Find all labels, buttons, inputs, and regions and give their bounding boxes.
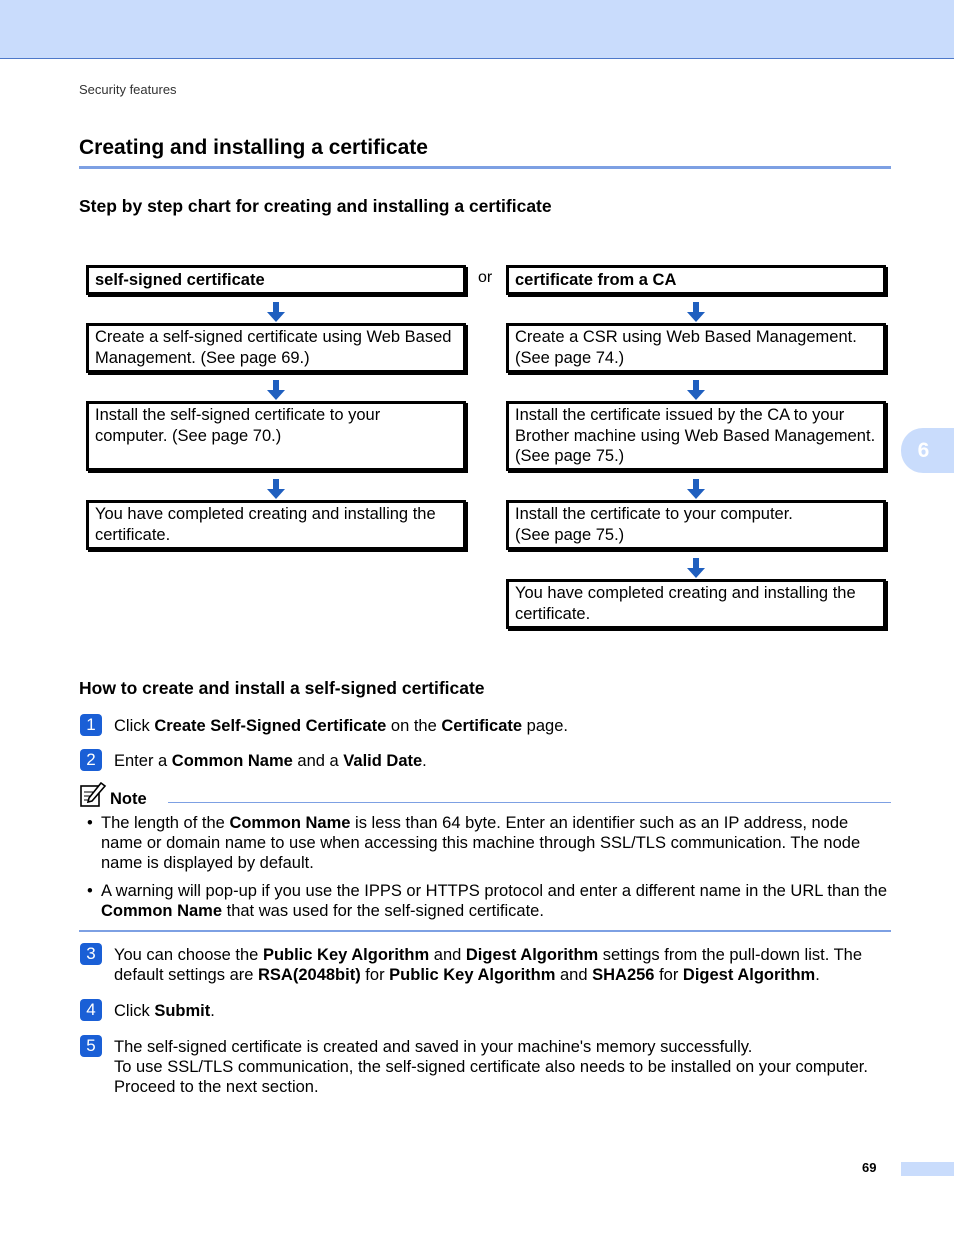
- flow-right-step-4: You have completed creating and installing the certificate.: [506, 579, 886, 629]
- bullet-symbol: •: [87, 814, 93, 832]
- flow-right-step-1: Create a CSR using Web Based Management. (See page 74.): [506, 323, 886, 373]
- flow-right-step-2: Install the certificate issued by the CA to your Brother machine using Web Based Management. (See page 75.): [506, 401, 886, 471]
- flow-right-step-3: Install the certificate to your computer. (See page 75.): [506, 500, 886, 550]
- title-rule: [79, 166, 891, 169]
- chapter-number: 6: [917, 439, 930, 462]
- chart-heading: Step by step chart for creating and installing a certificate: [79, 196, 552, 216]
- note-label: Note: [110, 790, 147, 808]
- note-rule: [168, 802, 891, 803]
- step-text: The self-signed certificate is created and saved in your machine's memory successfully. To use SSL/TLS communication, the self-signed certificate also needs to be installed on your computer. Proceed to the next section.: [114, 1038, 868, 1096]
- note-pencil-icon: [79, 782, 107, 808]
- down-arrow-icon: [687, 558, 705, 578]
- step-number: 3: [80, 943, 102, 965]
- note-end-rule: [79, 930, 891, 932]
- down-arrow-icon: [687, 479, 705, 499]
- flow-left-step-1: Create a self-signed certificate using Web Based Management. (See page 69.): [86, 323, 466, 373]
- section-heading: How to create and install a self-signed certificate: [79, 678, 485, 698]
- down-arrow-icon: [267, 479, 285, 499]
- down-arrow-icon: [687, 302, 705, 322]
- flow-left-header: self-signed certificate: [86, 265, 466, 295]
- flow-right-header: certificate from a CA: [506, 265, 886, 295]
- step-text: Click Create Self-Signed Certificate on the Certificate page.: [114, 717, 568, 735]
- flow-left-step-2: Install the self-signed certificate to your computer. (See page 70.): [86, 401, 466, 471]
- step-text: Click Submit.: [114, 1002, 215, 1020]
- down-arrow-icon: [267, 380, 285, 400]
- page-number: 69: [862, 1160, 877, 1175]
- step-number: 4: [80, 999, 102, 1021]
- step-number: 2: [80, 749, 102, 771]
- step-text: Enter a Common Name and a Valid Date.: [114, 752, 427, 770]
- step-text: You can choose the Public Key Algorithm and Digest Algorithm settings from the pull-down list. The default settings are RSA(2048bit) for Public Key Algorithm and SHA256 for Digest Algorithm.: [114, 946, 863, 984]
- step-number: 1: [80, 714, 102, 736]
- page-title: Creating and installing a certificate: [79, 136, 428, 159]
- page-number-bar: [901, 1162, 954, 1176]
- flow-left-step-3: You have completed creating and installing the certificate.: [86, 500, 466, 550]
- down-arrow-icon: [687, 380, 705, 400]
- step-number: 5: [80, 1035, 102, 1057]
- or-label: or: [478, 269, 493, 286]
- note-bullet-1: The length of the Common Name is less than 64 byte. Enter an identifier such as an IP address, node name or domain name to use when accessing this machine through SSL/TLS communication. The node name is displayed by default.: [101, 814, 861, 872]
- top-band: [0, 0, 954, 59]
- down-arrow-icon: [267, 302, 285, 322]
- bullet-symbol: •: [87, 882, 93, 900]
- running-header: Security features: [79, 82, 177, 97]
- note-bullet-2: A warning will pop-up if you use the IPPS or HTTPS protocol and enter a different name in the URL than the Common Name that was used for the self-signed certificate.: [101, 882, 888, 920]
